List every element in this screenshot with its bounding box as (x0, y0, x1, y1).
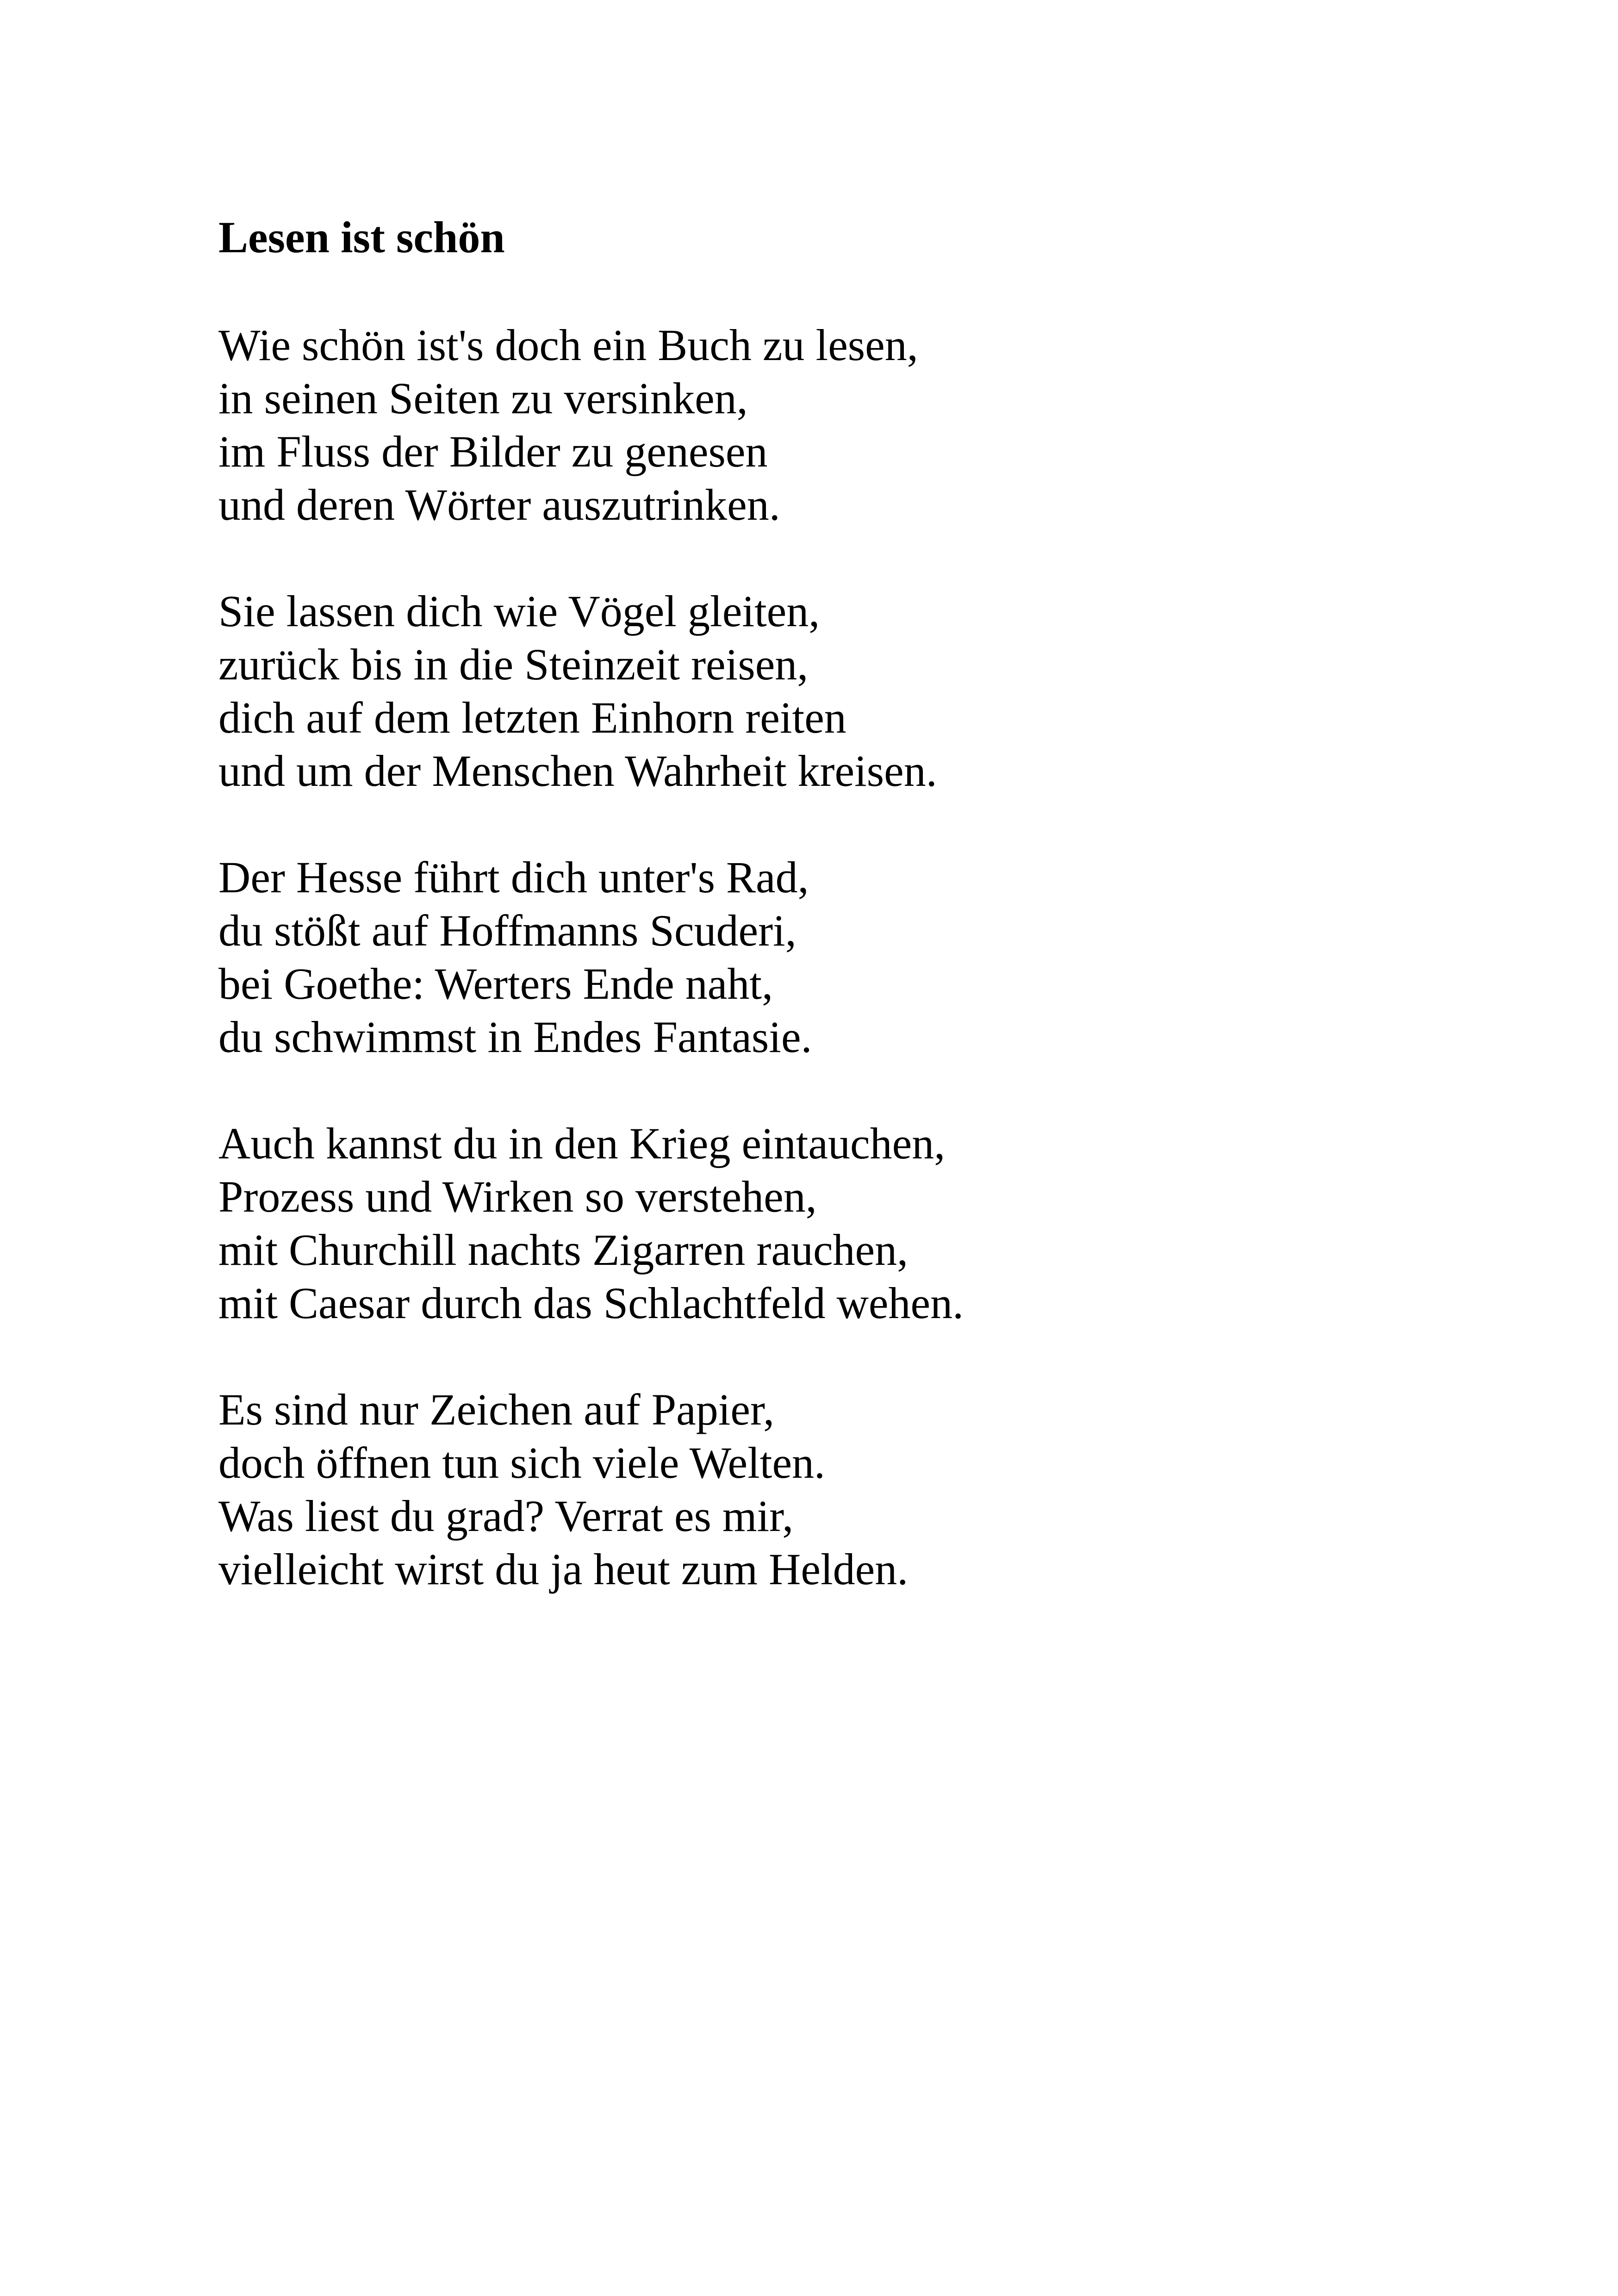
verse-line: Was liest du grad? Verrat es mir, (218, 1491, 794, 1541)
stanza-5 (218, 1383, 1514, 1596)
stanza-2 (218, 585, 1514, 797)
verse-line: doch öffnen tun sich viele Welten. (218, 1438, 826, 1487)
stanza-4 (218, 1117, 1514, 1330)
verse-line: mit Caesar durch das Schlachtfeld wehen. (218, 1278, 964, 1328)
verse-line: und deren Wörter auszutrinken. (218, 480, 780, 529)
verse-line: Der Hesse führt dich unter's Rad, (218, 852, 809, 902)
verse-line: Sie lassen dich wie Vögel gleiten, (218, 586, 820, 636)
verse-line: zurück bis in die Steinzeit reisen, (218, 640, 809, 689)
verse-line: im Fluss der Bilder zu genesen (218, 427, 768, 476)
verse-line: in seinen Seiten zu versinken, (218, 373, 748, 423)
poem (218, 211, 1514, 1649)
verse-line: dich auf dem letzten Einhorn reiten (218, 693, 846, 742)
verse-line: und um der Menschen Wahrheit kreisen. (218, 746, 937, 796)
verse-line: bei Goethe: Werters Ende naht, (218, 959, 773, 1008)
verse-line: Auch kannst du in den Krieg eintauchen, (218, 1119, 946, 1168)
verse-line: du schwimmst in Endes Fantasie. (218, 1012, 812, 1062)
verse-line: vielleicht wirst du ja heut zum Helden. (218, 1544, 909, 1594)
verse-line: mit Churchill nachts Zigarren rauchen, (218, 1225, 909, 1275)
verse-line: Prozess und Wirken so verstehen, (218, 1172, 817, 1221)
verse-line: Es sind nur Zeichen auf Papier, (218, 1385, 775, 1434)
stanza-1 (218, 318, 1514, 531)
verse-line: Wie schön ist's doch ein Buch zu lesen, (218, 320, 918, 370)
stanza-3 (218, 851, 1514, 1064)
verse-line: du stößt auf Hoffmanns Scuderi, (218, 906, 797, 955)
poem-title: Lesen ist schön (218, 212, 505, 262)
